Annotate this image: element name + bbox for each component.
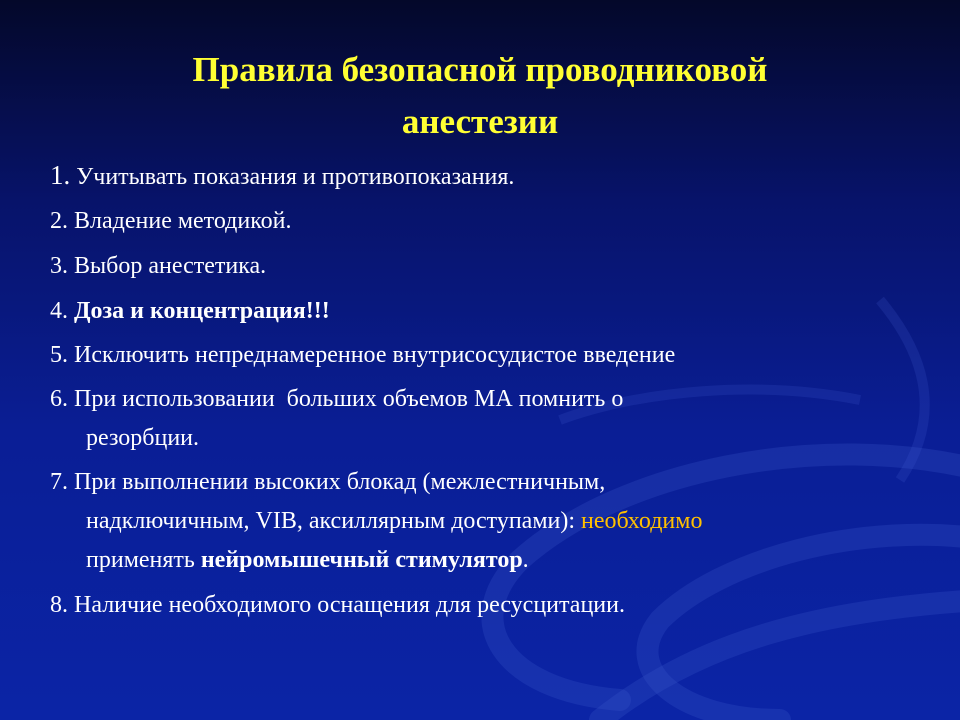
item-continuation-text: надключичным, VIB, аксиллярным доступами):: [86, 508, 576, 534]
item-number: 5.: [50, 342, 68, 368]
item-number: 4.: [50, 298, 68, 324]
item-text: Выбор анестетика.: [74, 253, 267, 279]
list-item: [50, 292, 910, 331]
item-number: 2.: [50, 208, 68, 234]
item-number: 7.: [50, 469, 68, 495]
list-item: [50, 586, 910, 625]
item-text: Исключить непреднамеренное внутрисосудистое введение: [74, 342, 676, 368]
item-continuation-line: [50, 502, 910, 541]
item-continuation-line: [50, 541, 910, 580]
list-item: [50, 463, 910, 580]
item-text-bold: нейромышечный стимулятор: [200, 547, 523, 573]
list-item: [50, 380, 910, 458]
slide-title-line1: Правила безопасной проводниковой: [192, 50, 768, 89]
item-text: При использовании больших объемов МА помнить о: [74, 386, 624, 412]
item-text: При выполнении высоких блокад (межлестничным,: [74, 469, 606, 495]
item-text: Наличие необходимого оснащения для ресусцитации.: [74, 592, 625, 618]
list-item: [50, 336, 910, 375]
item-continuation-text: применять: [86, 547, 195, 573]
item-text-bold: Доза и концентрация!!!: [74, 298, 330, 324]
highlight-text: необходимо: [581, 508, 703, 534]
item-number: 3.: [50, 253, 68, 279]
item-number: 8.: [50, 592, 68, 618]
list-item: [50, 156, 910, 197]
item-number: 1.: [50, 160, 71, 190]
item-punctuation: .: [522, 547, 529, 573]
slide-title: [80, 44, 880, 148]
item-text: Владение методикой.: [74, 208, 292, 234]
item-text: Учитывать показания и противопоказания.: [76, 164, 515, 190]
list-item: [50, 202, 910, 241]
item-number: 6.: [50, 386, 68, 412]
slide-title-line2: анестезии: [401, 102, 559, 141]
list-item: [50, 247, 910, 286]
item-continuation: резорбции.: [86, 425, 200, 451]
